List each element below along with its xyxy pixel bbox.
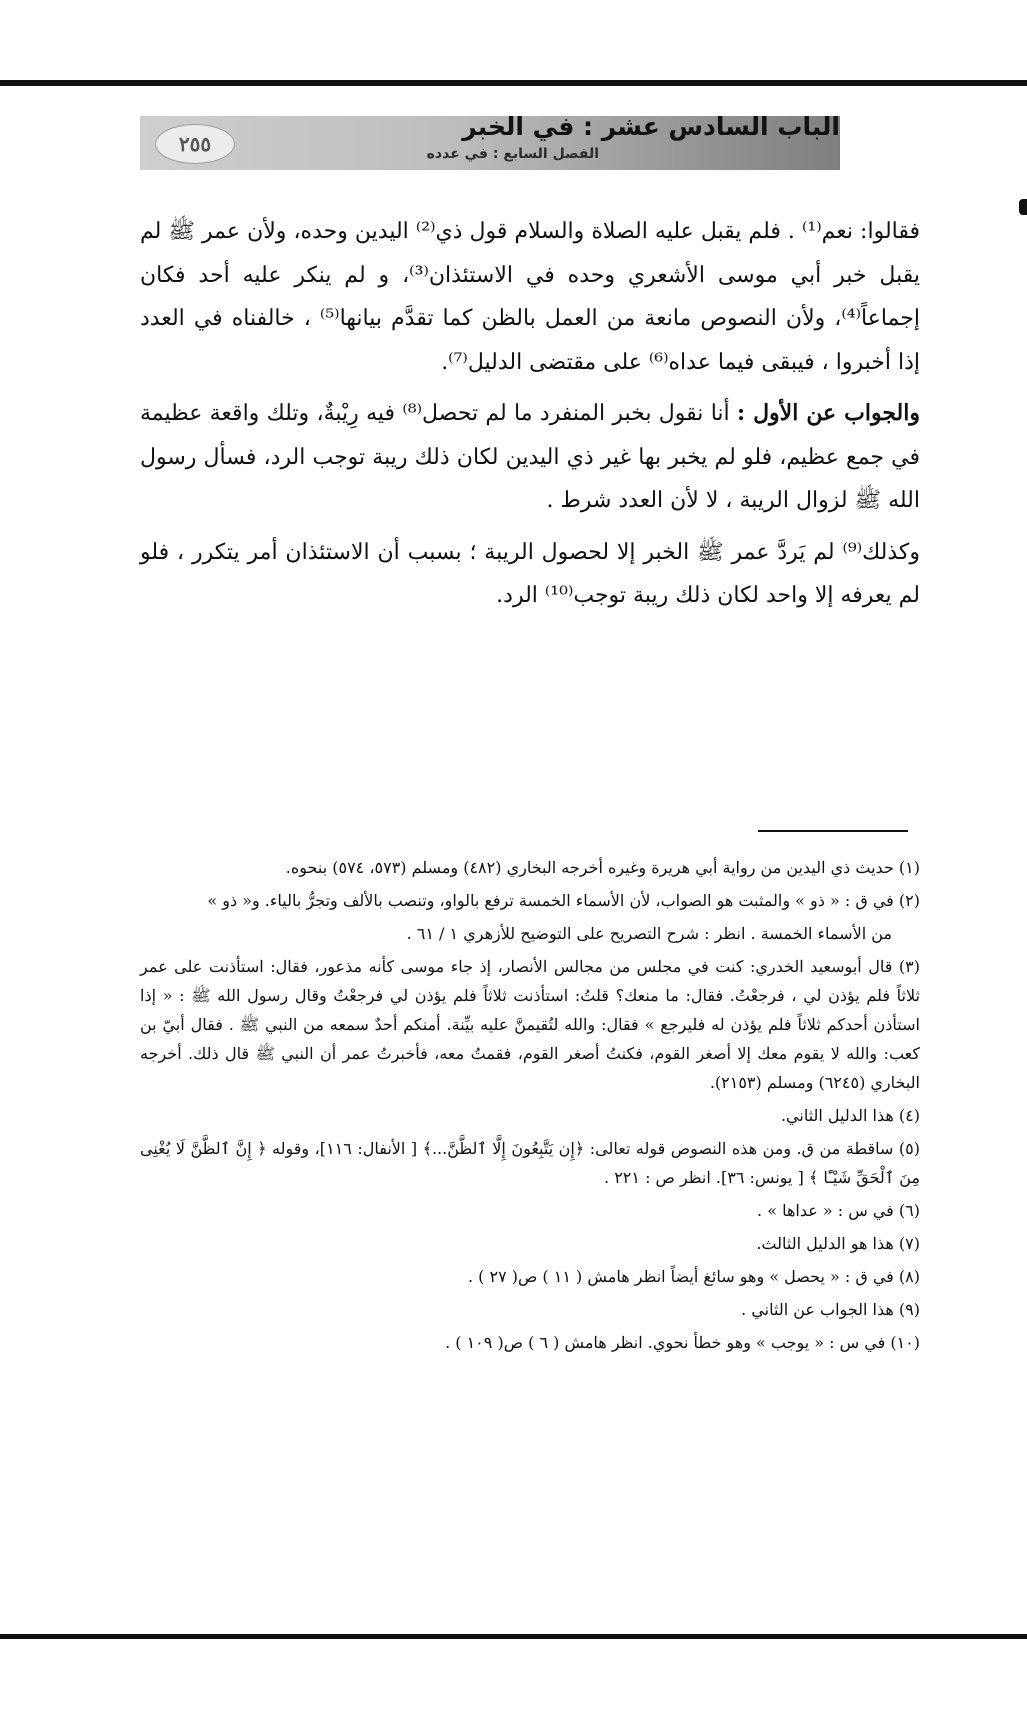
page-number-text: ٢٥٥ [178,132,212,156]
footnote-4: (٤) هذا الدليل الثاني. [780,1106,920,1125]
footnote-separator [758,830,908,832]
footnote-8: (٨) في ق : « يحصل » وهو سائغ أيضاً انظر هامش ( ١١ ) ص( ٢٧ ) . [467,1267,920,1286]
paragraph-2-rest: أنا نقول بخبر المنفرد ما لم تحصل⁽⁸⁾ فيه رِيْبةٌ، وتلك واقعة عظيمة في جمع عظيم، فلو لم يخبر بها غير ذي اليدين لكان ذلك ريبة توجب الرد، فسأل رسول الله ﷺ لزوال الريبة ، لا لأن العدد شرط . [140,401,920,513]
footnote-3: (٣) قال أبوسعيد الخدري: كنت في مجلس من مجالس الأنصار، إذ جاء موسى كأنه مذعور، فقال: استأذنت على عمر ثلاثاً فلم يؤذن لي ، فرجعْتُ. فقال: ما منعك؟ قلتُ: استأذنت ثلاثاً فلم يؤذن لي فرجعْتُ وقال رسول الله ﷺ : « إذا استأذن أحدكم ثلاثاً فلم يؤذن له فليرجع » فقال: والله لتُقيمنَّ عليه بيِّنة. أمنكم أحدٌ سمعه من النبي ﷺ . فقال أبيّ بن كعب: والله لا يقوم معك إلا أصغر القوم، فكنتُ أصغر القوم، فقمتُ معه، فأخبرتُ عمر أن النبي ﷺ قال ذلك. أخرجه البخاري (٦٢٤٥) ومسلم (٢١٥٣). [140,957,920,1092]
section-title: الفصل السابع : في عدده [426,146,599,162]
footnote-9: (٩) هذا الجواب عن الثاني . [741,1300,920,1319]
footnotes [140,853,920,1361]
footnote-6: (٦) في س : « عداها » . [757,1201,920,1220]
footnote-1: (١) حديث ذي اليدين من رواية أبي هريرة وغيره أخرجه البخاري (٤٨٢) ومسلم (٥٧٣، ٥٧٤) بنحوه. [285,858,920,877]
chapter-title: الباب السادس عشر : في الخبر [462,112,840,141]
footnote-2-continuation: من الأسماء الخمسة . انظر : شرح التصريح على التوضيح للأزهري ١ / ٦١ . [406,924,892,943]
paragraph-2 [140,392,920,523]
top-rule [0,80,1027,86]
margin-mark [1019,199,1027,215]
footnote-2: (٢) في ق : « ذو » والمثبت هو الصواب، لأن الأسماء الخمسة ترفع بالواو، وتنصب بالألف وتجرُّ بالياء. و« ذو » [207,891,920,910]
paragraph-2-lead: والجواب عن الأول : [736,400,920,426]
footnote-7: (٧) هذا هو الدليل الثالث. [756,1234,920,1253]
footnote-5: (٥) ساقطة من ق. ومن هذه النصوص قوله تعالى: ﴿إِن يَتَّبِعُونَ إِلَّا ٱلظَّنَّ...﴾ [ الأنفال: ١١٦]، وقوله ﴿ إِنَّ ٱلظَّنَّ لَا يُغْنِى مِنَ ٱلْحَقِّ شَيْـًٔا ﴾ [ يونس: ٣٦]. انظر ص : ٢٢١ . [140,1139,920,1187]
bottom-rule [0,1634,1027,1639]
footnote-10: (١٠) في س : « يوجب » وهو خطأ نحوي. انظر هامش ( ٦ ) ص( ١٠٩ ) . [445,1333,920,1352]
page-number [155,124,235,164]
paragraph-1: فقالوا: نعم⁽¹⁾ . فلم يقبل عليه الصلاة والسلام قول ذي⁽²⁾ اليدين وحده، ولأن عمر ﷺ لم يقبل خبر أبي موسى الأشعري وحده في الاستئذان⁽³⁾، و لم ينكر عليه أحد فكان إجماعاً⁽⁴⁾، ولأن النصوص مانعة من العمل بالظن كما تقدَّم بيانها⁽⁵⁾ ، خالفناه في العدد إذا أخبروا ، فيبقى فيما عداه⁽⁶⁾ على مقتضى الدليل⁽⁷⁾. [140,219,920,375]
main-text [140,210,920,626]
paragraph-3: وكذلك⁽⁹⁾ لم يَردَّ عمر ﷺ الخبر إلا لحصول الريبة ؛ بسبب أن الاستئذان أمر يتكرر ، فلو لم يعرفه إلا واحد لكان ذلك ريبة توجب⁽¹⁰⁾ الرد. [140,539,920,608]
